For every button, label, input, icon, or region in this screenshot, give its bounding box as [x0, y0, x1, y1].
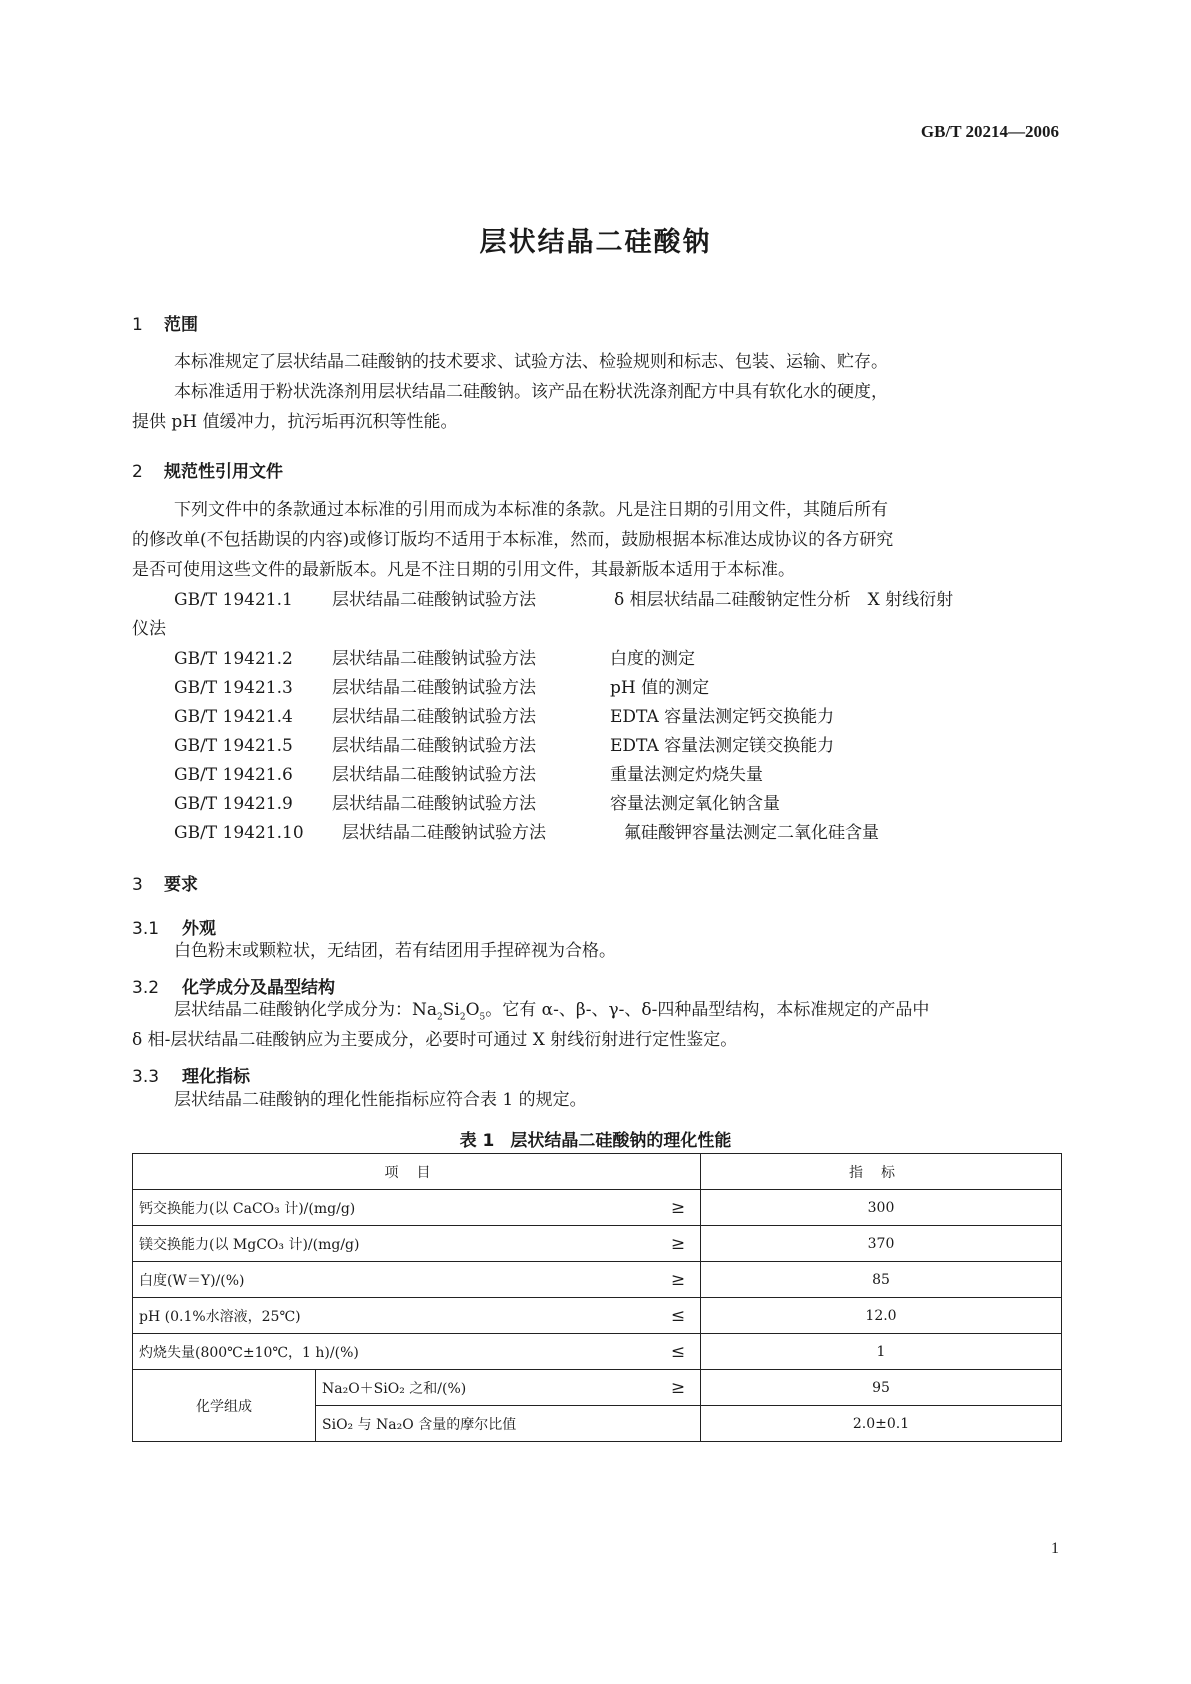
paragraph-text: 。它有 α-、β-、γ-、δ-四种晶型结构，本标准规定的产品中	[485, 1000, 930, 1020]
table-header-row	[133, 1154, 1062, 1190]
reference-item	[174, 730, 834, 762]
reference-code: GB/T 19421.5	[174, 736, 293, 756]
reference-part: 层状结晶二硅酸钠试验方法	[332, 707, 536, 727]
reference-part: 层状结晶二硅酸钠试验方法	[332, 649, 536, 669]
reference-part: 层状结晶二硅酸钠试验方法	[332, 590, 536, 610]
item-label: 灼烧失量(800℃±10℃，1 h)/(%)	[133, 1334, 657, 1370]
item-label: 钙交换能力(以 CaCO₃ 计)/(mg/g)	[133, 1190, 657, 1226]
reference-item	[174, 817, 879, 849]
column-header-value: 指标	[701, 1154, 1062, 1190]
item-value: 1	[701, 1334, 1062, 1370]
section-number: 3	[132, 875, 143, 895]
section-1-heading	[132, 310, 198, 335]
document-title: 层状结晶二硅酸钠	[479, 227, 712, 258]
reference-code: GB/T 19421.1	[174, 590, 293, 610]
subsection-title: 外观	[182, 919, 216, 939]
item-value: 85	[701, 1262, 1062, 1298]
item-label: 镁交换能力(以 MgCO₃ 计)/(mg/g)	[133, 1226, 657, 1262]
item-value: 95	[701, 1370, 1062, 1406]
formula-text: O	[465, 1000, 480, 1020]
formula-text: 层状结晶二硅酸钠化学成分为：Na	[174, 1000, 438, 1020]
item-value: 12.0	[701, 1298, 1062, 1334]
reference-subject: pH 值的测定	[610, 678, 710, 698]
reference-subject: EDTA 容量法测定钙交换能力	[610, 707, 835, 727]
subscript: 2	[459, 1012, 466, 1023]
item-label: pH (0.1%水溶液，25℃)	[133, 1298, 657, 1334]
reference-subject: δ 相层状结晶二硅酸钠定性分析 X 射线衍射	[614, 590, 954, 610]
reference-item	[174, 584, 953, 616]
group-label: 化学组成	[133, 1370, 316, 1442]
paragraph: 是否可使用这些文件的最新版本。凡是不注日期的引用文件，其最新版本适用于本标准。	[132, 560, 795, 580]
formula-text: Si	[442, 1000, 460, 1020]
relation-symbol: ≥	[656, 1370, 701, 1406]
subsection-number: 3.1	[132, 919, 160, 939]
table-row	[133, 1190, 1062, 1226]
reference-subject: 白度的测定	[610, 649, 695, 669]
reference-code: GB/T 19421.10	[174, 823, 304, 843]
subsection-title: 理化指标	[182, 1067, 250, 1087]
table-row	[133, 1370, 1062, 1406]
table-number: 表 1	[459, 1131, 495, 1151]
section-title: 范围	[164, 315, 198, 335]
table-row	[133, 1262, 1062, 1298]
paragraph: 本标准适用于粉状洗涤剂用层状结晶二硅酸钠。该产品在粉状洗涤剂配方中具有软化水的硬度，	[174, 382, 888, 402]
reference-part: 层状结晶二硅酸钠试验方法	[332, 736, 536, 756]
paragraph: 的修改单(不包括勘误的内容)或修订版均不适用于本标准，然而，鼓励根据本标准达成协议的各方研究	[132, 530, 894, 550]
reference-part: 层状结晶二硅酸钠试验方法	[342, 823, 546, 843]
reference-item	[174, 788, 780, 820]
reference-subject: EDTA 容量法测定镁交换能力	[610, 736, 835, 756]
paragraph: 白色粉末或颗粒状，无结团，若有结团用手捏碎视为合格。	[174, 941, 616, 961]
item-label: 白度(W＝Y)/(%)	[133, 1262, 657, 1298]
item-label: SiO₂ 与 Na₂O 含量的摩尔比值	[316, 1406, 657, 1442]
section-2-heading	[132, 457, 283, 482]
subsection-number: 3.3	[132, 1067, 160, 1087]
section-number: 1	[132, 315, 143, 335]
reference-code: GB/T 19421.2	[174, 649, 293, 669]
reference-part: 层状结晶二硅酸钠试验方法	[332, 678, 536, 698]
reference-code: GB/T 19421.3	[174, 678, 293, 698]
reference-item	[174, 672, 709, 704]
column-header-item: 项目	[133, 1154, 701, 1190]
relation-symbol: ≥	[656, 1226, 701, 1262]
table-caption	[0, 1126, 1191, 1151]
item-value: 300	[701, 1190, 1062, 1226]
item-label: Na₂O＋SiO₂ 之和/(%)	[316, 1370, 657, 1406]
section-3-heading	[132, 870, 198, 895]
paragraph: 下列文件中的条款通过本标准的引用而成为本标准的条款。凡是注日期的引用文件，其随后所有	[174, 500, 888, 520]
table-row	[133, 1298, 1062, 1334]
subsection-number: 3.2	[132, 978, 160, 998]
reference-subject: 氟硅酸钾容量法测定二氧化硅含量	[624, 823, 879, 843]
paragraph: δ 相-层状结晶二硅酸钠应为主要成分，必要时可通过 X 射线衍射进行定性鉴定。	[132, 1030, 738, 1050]
standard-number: GB/T 20214—2006	[920, 122, 1059, 141]
paragraph: 提供 pH 值缓冲力，抗污垢再沉积等性能。	[132, 412, 458, 432]
section-title: 规范性引用文件	[164, 462, 283, 482]
reference-subject: 容量法测定氧化钠含量	[610, 794, 780, 814]
page-number: 1	[1051, 1540, 1059, 1557]
table-title: 层状结晶二硅酸钠的理化性能	[510, 1131, 732, 1151]
subscript: 2	[437, 1012, 443, 1023]
relation-symbol	[656, 1406, 701, 1442]
item-value: 2.0±0.1	[701, 1406, 1062, 1442]
reference-item	[174, 643, 695, 675]
reference-item	[174, 759, 763, 791]
reference-code: GB/T 19421.6	[174, 765, 293, 785]
reference-part: 层状结晶二硅酸钠试验方法	[332, 794, 536, 814]
item-value: 370	[701, 1226, 1062, 1262]
subsection-title: 化学成分及晶型结构	[182, 978, 335, 998]
section-number: 2	[132, 462, 143, 482]
section-title: 要求	[164, 875, 198, 895]
reference-subject: 重量法测定灼烧失量	[610, 765, 763, 785]
reference-code: GB/T 19421.9	[174, 794, 293, 814]
reference-item	[174, 701, 834, 733]
relation-symbol: ≤	[656, 1334, 701, 1370]
table-row	[133, 1226, 1062, 1262]
relation-symbol: ≥	[656, 1190, 701, 1226]
paragraph: 层状结晶二硅酸钠的理化性能指标应符合表 1 的规定。	[174, 1090, 587, 1110]
spec-table	[132, 1153, 1062, 1442]
relation-symbol: ≤	[656, 1298, 701, 1334]
subscript: 5	[479, 1012, 486, 1023]
reference-code: GB/T 19421.4	[174, 707, 293, 727]
reference-part: 层状结晶二硅酸钠试验方法	[332, 765, 536, 785]
relation-symbol: ≥	[656, 1262, 701, 1298]
reference-continuation: 仪法	[132, 619, 166, 639]
paragraph: 本标准规定了层状结晶二硅酸钠的技术要求、试验方法、检验规则和标志、包装、运输、贮存。	[174, 352, 888, 372]
table-row	[133, 1334, 1062, 1370]
